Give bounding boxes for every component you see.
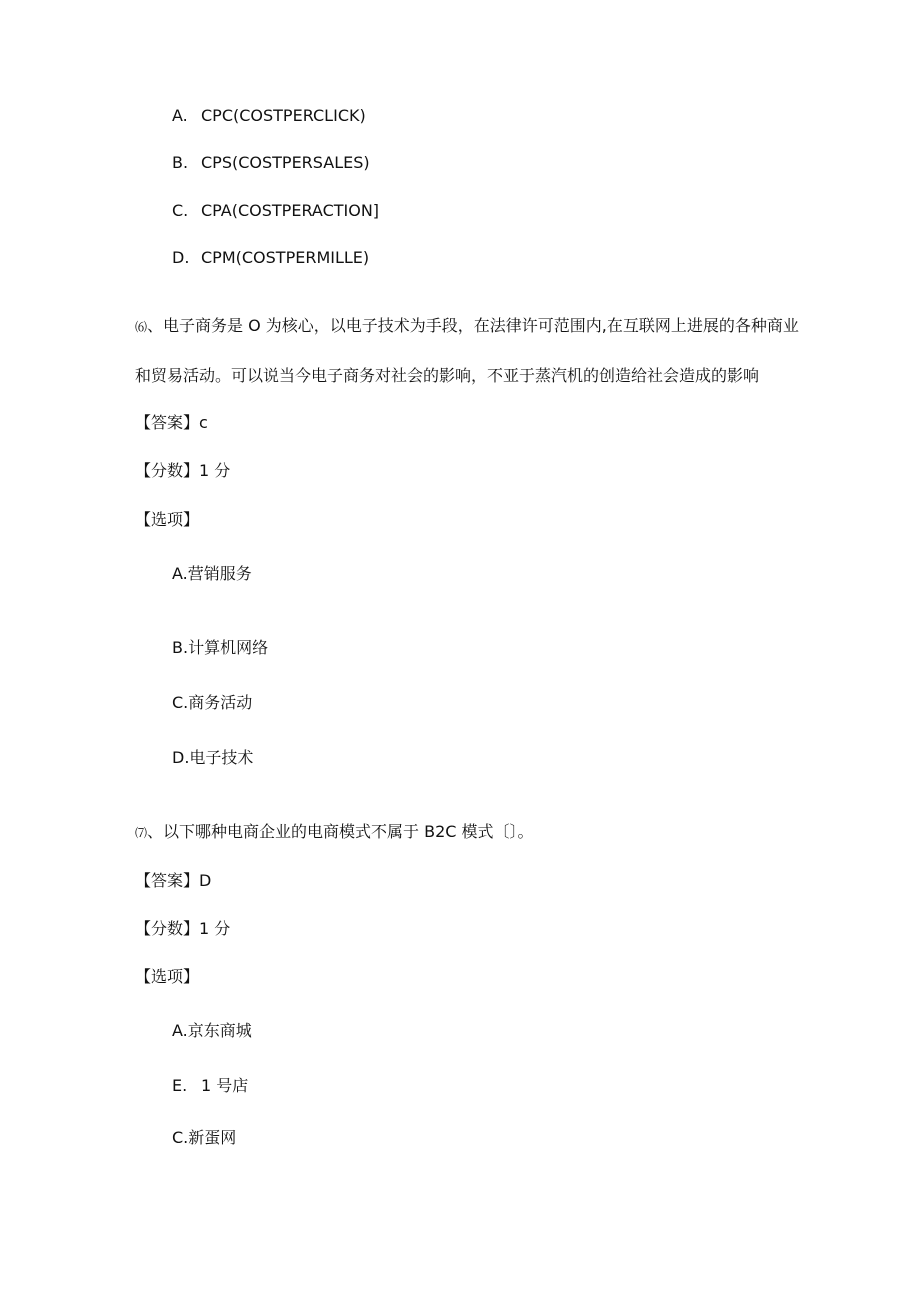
option-letter: B. — [172, 153, 189, 172]
question-6-line-1 — [135, 316, 799, 337]
question-number: ⑹ — [135, 320, 148, 334]
option-d — [172, 248, 369, 268]
question-6-line-2: 和贸易活动。可以说当今电子商务对社会的影响，不亚于蒸汽机的创造给社会造成的影响 — [135, 366, 760, 385]
option-text: CPS(COSTPERSALES) — [201, 153, 370, 172]
option-item — [172, 1076, 248, 1096]
option-item: A.京东商城 — [172, 1021, 252, 1040]
question-number: ⑺ — [135, 826, 148, 840]
option-text: 1 号店 — [201, 1076, 249, 1095]
option-letter: A. — [172, 106, 188, 125]
question-text: 、以下哪种电商企业的电商模式不属于 B2C 模式〔〕。 — [147, 822, 534, 841]
option-item: C.新蛋网 — [172, 1128, 237, 1147]
option-letter: D. — [172, 248, 190, 267]
question-7-line — [135, 822, 534, 843]
option-text: CPC(COSTPERCLICK) — [201, 106, 366, 125]
score: 【分数】1 分 — [135, 919, 231, 938]
question-text: 、电子商务是 O 为核心，以电子技术为手段，在法律许可范围内,在互联网上进展的各种商业 — [147, 316, 799, 335]
answer: 【答案】c — [135, 413, 208, 432]
option-text: CPA(COSTPERACTION] — [201, 201, 380, 220]
option-item: A.营销服务 — [172, 564, 252, 583]
option-a — [172, 106, 366, 126]
option-letter: C. — [172, 201, 189, 220]
option-b — [172, 153, 370, 173]
option-text: CPM(COSTPERMILLE) — [201, 248, 370, 267]
option-letter: E. — [172, 1076, 188, 1095]
answer: 【答案】D — [135, 871, 212, 890]
option-item: C.商务活动 — [172, 693, 253, 712]
options-label: 【选项】 — [135, 510, 200, 529]
options-label: 【选项】 — [135, 967, 200, 986]
score: 【分数】1 分 — [135, 461, 231, 480]
option-c — [172, 201, 379, 221]
option-item: B.计算机网络 — [172, 638, 269, 657]
option-item: D.电子技术 — [172, 748, 254, 767]
